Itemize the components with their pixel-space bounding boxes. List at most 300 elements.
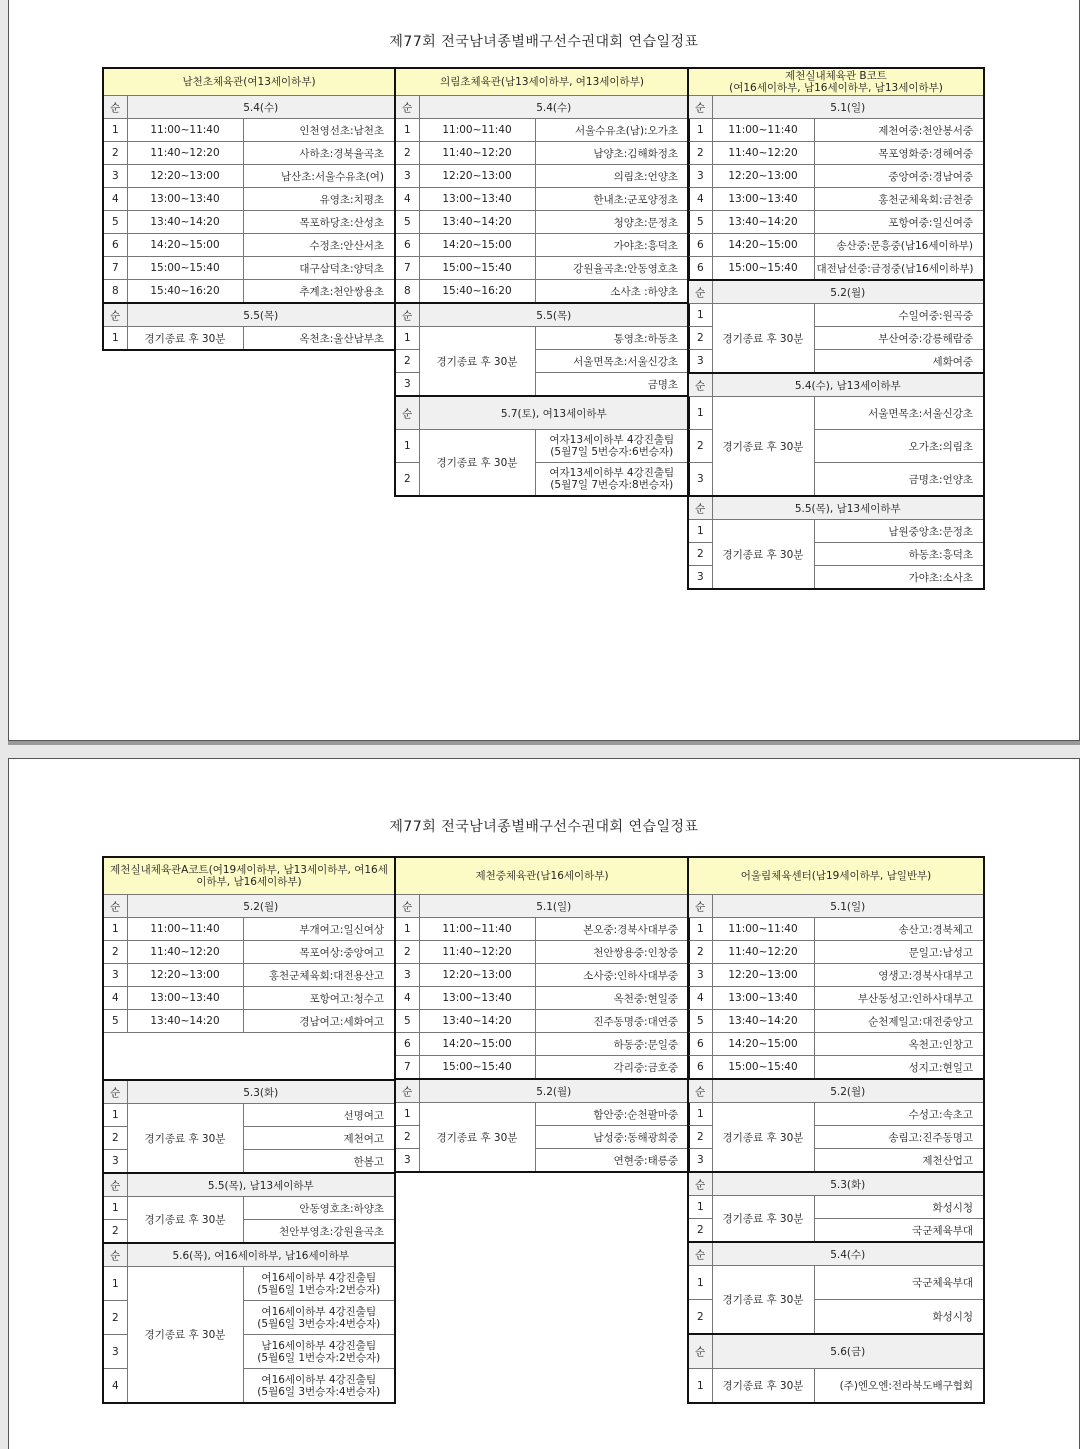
table-cell: 1 <box>688 304 712 327</box>
table-cell: 1 <box>103 119 127 142</box>
table-row <box>688 188 984 211</box>
table-row <box>103 964 395 987</box>
table-cell: 경기종료 후 30분 <box>712 520 814 590</box>
table-cell: 3 <box>688 463 712 497</box>
date-header: 5.4(수) <box>127 96 395 119</box>
table-cell: 6 <box>688 1033 712 1056</box>
table-row <box>688 987 984 1010</box>
table-cell: 1 <box>395 1103 419 1126</box>
date-header: 5.5(목), 남13세이하부 <box>712 496 984 520</box>
table-row <box>395 941 689 964</box>
table-cell: 7 <box>103 257 127 280</box>
table-cell: 5 <box>103 1010 127 1033</box>
table-row <box>688 234 984 257</box>
table-cell: 성지고:현일고 <box>814 1056 984 1080</box>
table-cell: 순 <box>395 96 419 119</box>
table-row <box>103 327 395 351</box>
table-cell: 11:00~11:40 <box>127 119 243 142</box>
table-cell: 15:40~16:20 <box>419 280 535 304</box>
table-cell: 순 <box>395 895 419 918</box>
table-cell: 1 <box>688 1369 712 1404</box>
table-cell: 4 <box>103 987 127 1010</box>
table-row <box>688 165 984 188</box>
table-row <box>395 234 689 257</box>
table-row <box>395 964 689 987</box>
table-cell: 부개여고:일신여상 <box>243 918 395 941</box>
table-row <box>395 1033 689 1056</box>
table-cell: 5 <box>395 1010 419 1033</box>
table-cell: 본오중:경북사대부중 <box>535 918 689 941</box>
table-row <box>395 280 689 304</box>
table-cell: 옥천초:울산남부초 <box>243 327 395 351</box>
table-cell: 6 <box>688 234 712 257</box>
date-header: 5.6(금) <box>712 1334 984 1369</box>
table-cell: 8 <box>103 280 127 304</box>
table-cell: 제천여중:천안봉서중 <box>814 119 984 142</box>
table-cell: 13:00~13:40 <box>712 987 814 1010</box>
table-cell: 2 <box>688 1300 712 1335</box>
table-cell: 남원중앙초:문정초 <box>814 520 984 543</box>
seq-header: 순 <box>103 96 127 119</box>
table-cell: 1 <box>395 119 419 142</box>
table-cell: 2 <box>103 1220 127 1244</box>
table-cell: 추계초:천안쌍용초 <box>243 280 395 304</box>
table-cell: 15:00~15:40 <box>712 1056 814 1080</box>
table-cell: 순 <box>688 1172 712 1196</box>
table-cell: 여16세이하부 4강진출팀 (5월6일 3번승자:4번승자) <box>243 1301 395 1335</box>
table-row <box>103 941 395 964</box>
table-cell: 11:40~12:20 <box>712 142 814 165</box>
table-cell: 강원율곡초:안동영호초 <box>535 257 689 280</box>
date-header: 5.1(일) <box>419 895 689 918</box>
table-cell: 5 <box>395 211 419 234</box>
table-cell: 청양초:문정초 <box>535 211 689 234</box>
table-row <box>103 918 395 941</box>
table-cell: 연현중:태릉중 <box>535 1149 689 1173</box>
date-header: 5.4(수) <box>419 96 689 119</box>
table-cell: 3 <box>103 165 127 188</box>
table-cell: 부산여중:강릉해람중 <box>814 327 984 350</box>
table-cell: 제천여고 <box>243 1127 395 1150</box>
table-cell: 송산중:문흥중(남16세이하부) <box>814 234 984 257</box>
table-cell: 유영초:치평초 <box>243 188 395 211</box>
table-cell: 포항여고:청수고 <box>243 987 395 1010</box>
table-cell: 송림고:진주동명고 <box>814 1126 984 1149</box>
table-cell: 통영초:하동초 <box>535 327 689 350</box>
table-row <box>103 1197 395 1220</box>
table-cell: 3 <box>688 1149 712 1173</box>
table-cell: 2 <box>395 1126 419 1149</box>
table-cell: 순 <box>103 1173 127 1197</box>
table-cell: 순 <box>688 1242 712 1266</box>
table-cell: 송산고:경북체고 <box>814 918 984 941</box>
table-cell: 13:40~14:20 <box>127 1010 243 1033</box>
table-row <box>395 1056 689 1080</box>
table-cell: 14:20~15:00 <box>419 234 535 257</box>
table-cell: 3 <box>688 964 712 987</box>
table-cell: 1 <box>688 1196 712 1219</box>
table-row <box>395 165 689 188</box>
table-cell: 13:00~13:40 <box>419 987 535 1010</box>
table-cell: 국군체육부대 <box>814 1266 984 1300</box>
date-header: 5.6(목), 여16세이하부, 남16세이하부 <box>127 1243 395 1267</box>
table-row <box>103 188 395 211</box>
table-row <box>688 211 984 234</box>
table-cell: 안동영호초:하양초 <box>243 1197 395 1220</box>
venue-header: 제천실내체육관 B코트 (여16세이하부, 남16세이하부, 남13세이하부) <box>688 68 984 96</box>
date-header: 5.3(화) <box>127 1080 395 1104</box>
page-title: 제77회 전국남녀종별배구선수권대회 연습일정표 <box>389 34 699 50</box>
table-cell: 목포영화중:경해여중 <box>814 142 984 165</box>
table-row <box>688 918 984 941</box>
table-cell: 경기종료 후 30분 <box>127 327 243 351</box>
table-cell: 가야초:소사초 <box>814 566 984 590</box>
table-cell: 금명초 <box>535 373 689 397</box>
table-cell: 12:20~13:00 <box>712 964 814 987</box>
table-cell: 서울면목초:서울신강초 <box>535 350 689 373</box>
table-cell: 국군체육부대 <box>814 1219 984 1243</box>
table-row <box>103 1104 395 1127</box>
venue-header: 어울림체육센터(남19세이하부, 남일반부) <box>688 857 984 895</box>
table-cell: 13:00~13:40 <box>127 987 243 1010</box>
table-cell: 4 <box>395 987 419 1010</box>
table-cell: 홍천군체육회:대전용산고 <box>243 964 395 987</box>
venue-header: 제천실내체육관A코트(여19세이하부, 남13세이하부, 여16세이하부, 남16세이하부) <box>103 857 395 895</box>
table-row <box>103 234 395 257</box>
table-cell: 경기종료 후 30분 <box>712 304 814 374</box>
table-cell: 1 <box>395 430 419 463</box>
table-cell: 11:40~12:20 <box>712 941 814 964</box>
table-cell <box>103 1033 395 1081</box>
table-cell: 목포하당초:산성초 <box>243 211 395 234</box>
table-cell: 2 <box>688 327 712 350</box>
table-cell: 5 <box>103 211 127 234</box>
table-cell: 옥천고:인창고 <box>814 1033 984 1056</box>
table-cell: 13:00~13:40 <box>712 188 814 211</box>
table-cell: 11:00~11:40 <box>712 119 814 142</box>
table-cell: 3 <box>103 1150 127 1174</box>
table-cell: 2 <box>103 941 127 964</box>
date-header: 5.5(목), 남13세이하부 <box>127 1173 395 1197</box>
table-cell: 순 <box>688 96 712 119</box>
table-cell: 부산동성고:인하사대부고 <box>814 987 984 1010</box>
sheet-page-1 <box>8 0 1080 741</box>
table-cell: 15:40~16:20 <box>127 280 243 304</box>
table-row <box>688 397 984 430</box>
table-cell: 13:40~14:20 <box>712 211 814 234</box>
table-row <box>688 1056 984 1080</box>
table-cell: 제천산업고 <box>814 1149 984 1173</box>
schedule-table-jecheon-a <box>102 856 396 1404</box>
table-row <box>395 1010 689 1033</box>
table-row <box>103 211 395 234</box>
date-header: 5.1(일) <box>712 895 984 918</box>
table-cell: 3 <box>395 964 419 987</box>
table-cell: 14:20~15:00 <box>712 234 814 257</box>
venue-header: 의림초체육관(남13세이하부, 여13세이하부) <box>395 68 689 96</box>
table-cell: 7 <box>395 257 419 280</box>
table-cell: 순 <box>395 396 419 430</box>
table-row <box>103 119 395 142</box>
table-cell: 6 <box>688 1056 712 1080</box>
table-cell: 12:20~13:00 <box>419 964 535 987</box>
date-header: 5.4(수), 남13세이하부 <box>712 373 984 397</box>
table-row <box>688 257 984 281</box>
table-cell: 한봄고 <box>243 1150 395 1174</box>
table-cell: 6 <box>395 1033 419 1056</box>
table-row <box>103 257 395 280</box>
table-cell: 1 <box>103 1104 127 1127</box>
table-cell: 1 <box>688 1103 712 1126</box>
date-header: 5.2(월) <box>127 895 395 918</box>
table-cell: 1 <box>688 397 712 430</box>
table-cell: 4 <box>688 987 712 1010</box>
venue-header: 제천중체육관(남16세이하부) <box>395 857 689 895</box>
table-cell: 11:40~12:20 <box>127 941 243 964</box>
table-cell: 11:00~11:40 <box>127 918 243 941</box>
table-cell: (주)엔오엔:전라북도배구협회 <box>814 1369 984 1404</box>
schedule-table-jecheon-middle <box>394 856 690 1173</box>
table-row <box>688 142 984 165</box>
schedule-table-eoullim <box>687 856 985 1404</box>
page-title: 제77회 전국남녀종별배구선수권대회 연습일정표 <box>389 819 699 835</box>
table-row <box>688 520 984 543</box>
table-row <box>103 1267 395 1301</box>
table-cell: 여자13세이하부 4강진출팀 (5월7일 7번승자:8번승자) <box>535 463 689 497</box>
table-cell: 소사중:인하사대부중 <box>535 964 689 987</box>
table-cell: 2 <box>395 142 419 165</box>
table-cell: 순 <box>688 895 712 918</box>
table-cell: 2 <box>688 1219 712 1243</box>
table-cell: 11:00~11:40 <box>419 119 535 142</box>
table-cell: 순 <box>395 1079 419 1103</box>
date-header: 5.2(월) <box>712 280 984 304</box>
table-cell: 1 <box>688 918 712 941</box>
table-cell: 순 <box>103 1243 127 1267</box>
table-cell: 서울수유초(남):오가초 <box>535 119 689 142</box>
table-cell: 2 <box>395 463 419 497</box>
table-cell: 6 <box>103 234 127 257</box>
table-cell: 11:00~11:40 <box>419 918 535 941</box>
table-cell: 하동중:문일중 <box>535 1033 689 1056</box>
table-row <box>688 1196 984 1219</box>
table-cell: 2 <box>688 430 712 463</box>
table-cell: 1 <box>688 520 712 543</box>
table-cell: 경기종료 후 30분 <box>419 1103 535 1173</box>
table-cell: 경기종료 후 30분 <box>712 1196 814 1243</box>
table-cell: 13:40~14:20 <box>712 1010 814 1033</box>
table-row <box>395 918 689 941</box>
table-cell: 서울면목초:서울신강초 <box>814 397 984 430</box>
table-cell: 1 <box>103 1197 127 1220</box>
table-row <box>103 987 395 1010</box>
table-cell: 4 <box>103 188 127 211</box>
table-cell: 1 <box>395 327 419 350</box>
table-cell: 14:20~15:00 <box>712 1033 814 1056</box>
table-cell: 화성시청 <box>814 1196 984 1219</box>
date-header: 5.5(목) <box>127 303 395 327</box>
table-cell: 순 <box>103 1080 127 1104</box>
table-cell: 남성중:동해광희중 <box>535 1126 689 1149</box>
table-cell: 순 <box>688 373 712 397</box>
table-cell: 남16세이하부 4강진출팀 (5월6일 1번승자:2번승자) <box>243 1335 395 1369</box>
table-cell: 천안쌍용중:인창중 <box>535 941 689 964</box>
table-cell: 2 <box>688 941 712 964</box>
table-cell: 순천제일고:대전중앙고 <box>814 1010 984 1033</box>
table-cell: 3 <box>688 350 712 374</box>
table-row <box>688 1103 984 1126</box>
table-cell: 2 <box>395 350 419 373</box>
table-cell: 남산초:서울수유초(여) <box>243 165 395 188</box>
table-cell: 세화여중 <box>814 350 984 374</box>
table-row <box>688 304 984 327</box>
table-cell: 13:00~13:40 <box>127 188 243 211</box>
table-row <box>688 941 984 964</box>
table-cell: 4 <box>395 188 419 211</box>
table-cell: 13:40~14:20 <box>127 211 243 234</box>
table-row <box>395 987 689 1010</box>
table-cell: 6 <box>688 257 712 281</box>
table-cell: 대전남선중:금정중(남16세이하부) <box>814 257 984 281</box>
table-cell: 12:20~13:00 <box>127 165 243 188</box>
table-row <box>395 119 689 142</box>
table-cell: 4 <box>103 1369 127 1404</box>
table-cell: 11:40~12:20 <box>419 142 535 165</box>
table-cell: 경남여고:세화여고 <box>243 1010 395 1033</box>
table-cell: 여16세이하부 4강진출팀 (5월6일 1번승자:2번승자) <box>243 1267 395 1301</box>
table-cell: 순 <box>395 303 419 327</box>
table-cell: 옥천중:현일중 <box>535 987 689 1010</box>
table-row <box>688 964 984 987</box>
table-cell: 화성시청 <box>814 1300 984 1335</box>
date-header: 5.4(수) <box>712 1242 984 1266</box>
table-cell: 경기종료 후 30분 <box>712 1369 814 1404</box>
table-cell: 소사초 :하양초 <box>535 280 689 304</box>
table-cell: 2 <box>103 142 127 165</box>
table-row <box>103 142 395 165</box>
table-cell: 중앙여중:경남여중 <box>814 165 984 188</box>
schedule-table-jecheon-b <box>687 67 985 590</box>
table-cell: 여16세이하부 4강진출팀 (5월6일 3번승자:4번승자) <box>243 1369 395 1404</box>
table-cell: 사하초:경북율곡초 <box>243 142 395 165</box>
table-cell: 경기종료 후 30분 <box>419 430 535 497</box>
table-cell: 경기종료 후 30분 <box>712 1103 814 1173</box>
table-cell: 하동초:흥덕초 <box>814 543 984 566</box>
table-cell: 의림초:언양초 <box>535 165 689 188</box>
table-cell: 12:20~13:00 <box>127 964 243 987</box>
date-header: 5.2(월) <box>419 1079 689 1103</box>
table-cell: 2 <box>688 1126 712 1149</box>
table-cell: 11:00~11:40 <box>712 918 814 941</box>
table-cell: 13:40~14:20 <box>419 211 535 234</box>
table-cell: 함안중:순천팔마중 <box>535 1103 689 1126</box>
table-cell: 남양초:김해화정초 <box>535 142 689 165</box>
table-cell: 경기종료 후 30분 <box>127 1197 243 1244</box>
table-cell: 홍천군체육회:금천중 <box>814 188 984 211</box>
table-row <box>688 1033 984 1056</box>
table-cell: 순 <box>103 303 127 327</box>
table-row <box>395 430 689 463</box>
table-cell: 금명초:언양초 <box>814 463 984 497</box>
table-cell: 3 <box>395 373 419 397</box>
table-row <box>395 327 689 350</box>
table-cell: 2 <box>103 1127 127 1150</box>
table-cell: 경기종료 후 30분 <box>712 397 814 497</box>
table-cell: 14:20~15:00 <box>419 1033 535 1056</box>
table-cell: 한내초:군포양정초 <box>535 188 689 211</box>
table-cell: 수성고:속초고 <box>814 1103 984 1126</box>
table-row <box>688 1266 984 1300</box>
table-cell: 3 <box>688 566 712 590</box>
table-row <box>103 165 395 188</box>
table-cell: 8 <box>395 280 419 304</box>
date-header: 5.5(목) <box>419 303 689 327</box>
table-cell: 2 <box>103 1301 127 1335</box>
table-cell: 순 <box>688 1079 712 1103</box>
table-cell: 순 <box>103 895 127 918</box>
table-cell: 각리중:금호중 <box>535 1056 689 1080</box>
table-cell: 3 <box>103 1335 127 1369</box>
table-row <box>688 119 984 142</box>
table-cell: 7 <box>395 1056 419 1080</box>
table-cell: 가야초:흥덕초 <box>535 234 689 257</box>
table-cell: 순 <box>688 280 712 304</box>
table-cell: 수정초:안산서초 <box>243 234 395 257</box>
table-row <box>395 211 689 234</box>
sheet-page-2 <box>8 758 1080 1449</box>
table-row <box>103 1010 395 1033</box>
table-cell: 14:20~15:00 <box>127 234 243 257</box>
table-cell: 수일여중:원곡중 <box>814 304 984 327</box>
table-cell: 문일고:남성고 <box>814 941 984 964</box>
table-cell: 3 <box>103 964 127 987</box>
table-cell: 5 <box>688 211 712 234</box>
table-cell: 3 <box>395 165 419 188</box>
table-cell: 진주동명중:대연중 <box>535 1010 689 1033</box>
date-header: 5.3(화) <box>712 1172 984 1196</box>
table-row <box>688 1010 984 1033</box>
table-cell: 1 <box>688 119 712 142</box>
table-cell: 15:00~15:40 <box>419 257 535 280</box>
table-cell: 4 <box>688 188 712 211</box>
table-cell: 15:00~15:40 <box>712 257 814 281</box>
table-cell: 15:00~15:40 <box>127 257 243 280</box>
venue-header: 남천초체육관(여13세이하부) <box>103 68 395 96</box>
table-cell: 포항여중:일신여중 <box>814 211 984 234</box>
table-cell: 1 <box>395 918 419 941</box>
table-cell: 1 <box>103 918 127 941</box>
table-cell: 3 <box>395 1149 419 1173</box>
table-cell: 인천영선초:남천초 <box>243 119 395 142</box>
table-cell: 순 <box>688 496 712 520</box>
table-cell: 여자13세이하부 4강진출팀 (5월7일 5번승자:6번승자) <box>535 430 689 463</box>
table-cell: 11:40~12:20 <box>127 142 243 165</box>
table-cell: 영생고:경북사대부고 <box>814 964 984 987</box>
table-cell: 12:20~13:00 <box>712 165 814 188</box>
table-cell: 대구삼덕초:양덕초 <box>243 257 395 280</box>
table-row <box>395 142 689 165</box>
table-row <box>103 280 395 304</box>
table-cell: 13:00~13:40 <box>419 188 535 211</box>
table-cell: 5 <box>688 1010 712 1033</box>
table-cell: 3 <box>688 165 712 188</box>
table-cell: 오가초:의림초 <box>814 430 984 463</box>
table-cell: 경기종료 후 30분 <box>712 1266 814 1335</box>
table-row <box>395 188 689 211</box>
table-cell: 11:40~12:20 <box>419 941 535 964</box>
table-cell: 1 <box>103 1267 127 1301</box>
table-row <box>395 1103 689 1126</box>
